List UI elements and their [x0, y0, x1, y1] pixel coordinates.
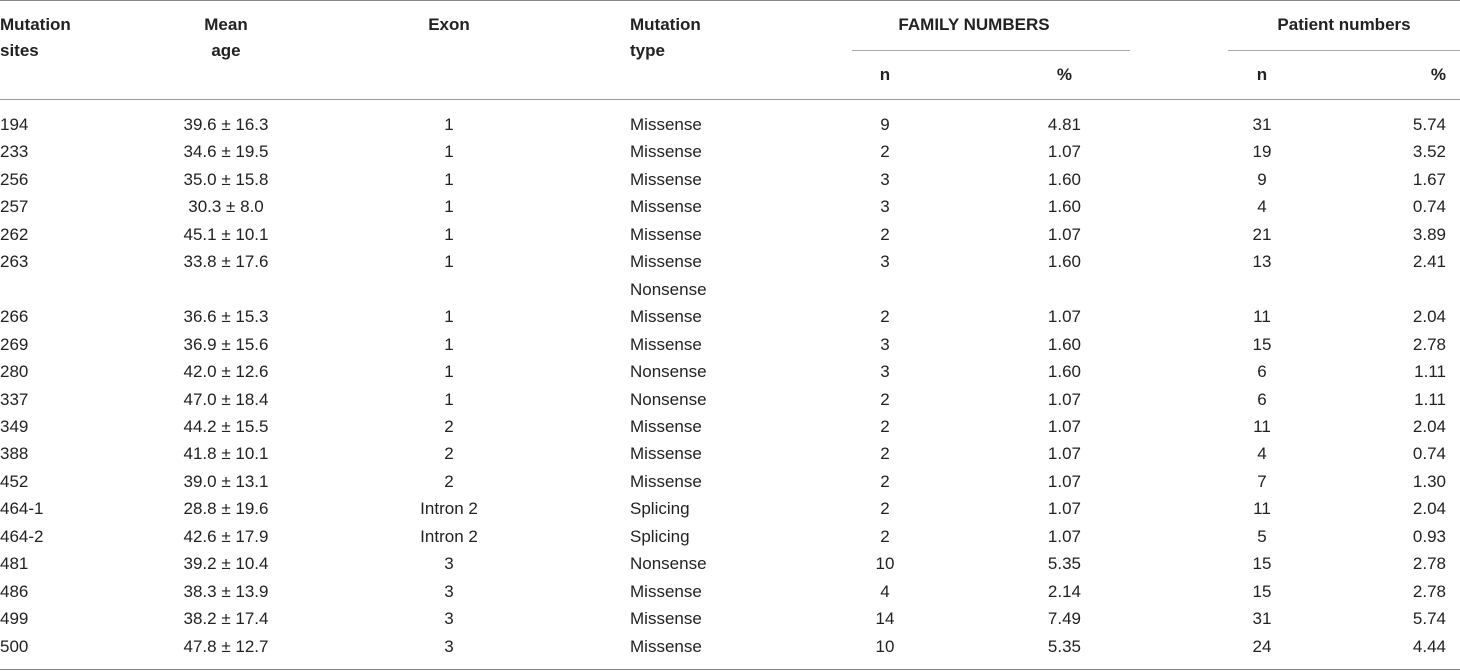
cell-mean-age: 44.2 ± 15.5	[183, 416, 269, 436]
cell-family-pct: 1.60	[1047, 197, 1081, 217]
cell-mutation-site: 388	[0, 444, 29, 464]
header-mutation-sites: Mutation sites	[0, 15, 71, 60]
cell-patient-n: 11	[1253, 416, 1271, 436]
cell-mutation-site: 269	[0, 334, 29, 354]
cell-mean-age: 42.6 ± 17.9	[183, 526, 269, 546]
cell-patient-pct: 2.78	[1412, 581, 1446, 601]
cell-mutation-site: 262	[0, 224, 29, 244]
cell-patient-n: 6	[1257, 389, 1267, 409]
cell-mutation-site: 499	[0, 609, 29, 629]
cell-family-n: 2	[880, 526, 890, 546]
cell-family-pct: 1.07	[1047, 389, 1081, 409]
cell-mean-age: 28.8 ± 19.6	[183, 499, 269, 519]
cell-patient-n: 5	[1257, 526, 1267, 546]
cell-patient-pct: 3.52	[1412, 142, 1446, 162]
cell-mutation-type: Missense	[630, 581, 702, 601]
cell-exon: 3	[444, 636, 454, 656]
cell-mutation-type: Missense	[630, 224, 702, 244]
cell-patient-pct: 5.74	[1412, 115, 1446, 134]
cell-family-pct: 1.60	[1047, 362, 1081, 382]
cell-family-pct: 1.60	[1047, 169, 1081, 189]
cell-exon: 2	[444, 416, 454, 436]
cell-family-pct: 1.07	[1047, 526, 1081, 546]
cell-mutation-site: 500	[0, 636, 29, 656]
cell-mutation-site: 464-2	[0, 526, 44, 546]
cell-mutation-site: 337	[0, 389, 29, 409]
header-family-n: n	[879, 65, 891, 84]
cell-family-n: 3	[880, 362, 890, 382]
cell-mutation-site: 194	[0, 115, 29, 134]
cell-exon: 1	[444, 362, 454, 382]
cell-mutation-type: Missense	[630, 636, 702, 656]
cell-mean-age: 33.8 ± 17.6	[183, 252, 269, 272]
cell-mutation-type: Missense	[630, 252, 702, 272]
cell-family-n: 4	[880, 581, 890, 601]
cell-family-n: 2	[880, 224, 890, 244]
cell-patient-pct: 2.78	[1412, 334, 1446, 354]
cell-family-n: 2	[880, 471, 890, 491]
cell-patient-n: 15	[1252, 581, 1272, 601]
cell-patient-pct: 0.74	[1412, 197, 1446, 217]
cell-mutation-type: Missense	[630, 471, 702, 491]
cell-mutation-type: Nonsense	[630, 362, 707, 382]
cell-patient-n: 31	[1252, 609, 1272, 629]
cell-mutation-type: Missense	[630, 416, 702, 436]
cell-mean-age: 35.0 ± 15.8	[183, 169, 269, 189]
cell-mean-age: 39.2 ± 10.4	[183, 554, 269, 574]
cell-patient-n: 4	[1257, 444, 1267, 464]
header-patient-n: n	[1256, 65, 1268, 84]
cell-mutation-site: 266	[0, 307, 29, 327]
cell-mutation-type: Nonsense	[630, 389, 707, 409]
cell-mean-age: 39.0 ± 13.1	[183, 471, 269, 491]
header-mean-age: Mean age	[204, 15, 248, 60]
cell-family-pct: 5.35	[1047, 554, 1081, 574]
cell-exon: 1	[444, 142, 454, 162]
cell-exon: 1	[444, 169, 454, 189]
cell-patient-pct: 0.93	[1412, 526, 1446, 546]
cell-exon: Intron 2	[420, 499, 478, 519]
cell-mutation-site: 349	[0, 416, 29, 436]
cell-patient-n: 21	[1252, 224, 1272, 244]
cell-family-pct: 2.14	[1047, 581, 1081, 601]
header-exon: Exon	[428, 15, 470, 34]
cell-patient-n: 7	[1257, 471, 1267, 491]
cell-patient-pct: 1.11	[1414, 389, 1446, 409]
cell-mutation-site: 486	[0, 581, 29, 601]
cell-family-pct: 1.07	[1047, 499, 1081, 519]
cell-exon: 3	[444, 609, 454, 629]
cell-exon: 2	[444, 444, 454, 464]
cell-mean-age: 30.3 ± 8.0	[188, 197, 264, 217]
cell-patient-pct: 3.89	[1412, 224, 1446, 244]
cell-exon: 3	[444, 581, 454, 601]
cell-exon: 1	[444, 115, 454, 134]
table-bottom-rule	[0, 669, 1460, 670]
cell-patient-n: 15	[1252, 554, 1272, 574]
cell-mutation-type: Missense	[630, 444, 702, 464]
cell-mean-age: 47.0 ± 18.4	[183, 389, 269, 409]
cell-family-pct: 1.60	[1047, 252, 1081, 272]
cell-mutation-type: Missense	[630, 169, 702, 189]
cell-family-pct: 7.49	[1047, 609, 1081, 629]
cell-family-pct: 1.07	[1047, 307, 1081, 327]
cell-mean-age: 42.0 ± 12.6	[183, 362, 269, 382]
cell-patient-n: 6	[1257, 362, 1267, 382]
cell-family-n: 3	[880, 252, 890, 272]
cell-family-pct: 1.07	[1047, 224, 1081, 244]
cell-patient-n: 19	[1252, 142, 1272, 162]
cell-family-n: 3	[880, 334, 890, 354]
cell-mean-age: 47.8 ± 12.7	[183, 636, 269, 656]
cell-mutation-type: Missense	[630, 197, 702, 217]
cell-exon: Intron 2	[420, 526, 478, 546]
cell-mutation-site: 452	[0, 471, 29, 491]
cell-patient-n: 13	[1252, 252, 1272, 272]
cell-mutation-type: Missense	[630, 142, 702, 162]
cell-exon: 2	[444, 471, 454, 491]
cell-family-n: 2	[880, 389, 890, 409]
cell-family-n: 10	[875, 554, 895, 574]
cell-patient-n: 11	[1253, 307, 1271, 327]
cell-mutation-type: Missense	[630, 307, 702, 327]
cell-exon: 3	[444, 554, 454, 574]
cell-mutation-type: Missense	[630, 115, 702, 134]
cell-mutation-site: 257	[0, 197, 29, 217]
patient-numbers-underline	[1228, 50, 1460, 51]
cell-mutation-site: 263	[0, 252, 29, 272]
cell-patient-pct: 2.78	[1412, 554, 1446, 574]
cell-patient-n: 4	[1257, 197, 1267, 217]
header-patient-pct: %	[1430, 65, 1446, 84]
cell-family-pct: 1.60	[1047, 334, 1081, 354]
cell-family-n: 2	[880, 142, 890, 162]
cell-patient-pct: 4.44	[1412, 636, 1446, 656]
cell-patient-pct: 1.30	[1412, 471, 1446, 491]
cell-family-pct: 4.81	[1047, 115, 1081, 134]
table-top-rule	[0, 0, 1460, 1]
cell-patient-pct: 1.67	[1412, 169, 1446, 189]
cell-mutation-type: Splicing	[630, 526, 690, 546]
cell-family-n: 14	[875, 609, 895, 629]
cell-patient-n: 24	[1252, 636, 1272, 656]
cell-family-pct: 1.07	[1047, 471, 1081, 491]
cell-mean-age: 38.2 ± 17.4	[183, 609, 269, 629]
header-mutation-type: Mutation type	[630, 15, 701, 60]
cell-family-n: 3	[880, 169, 890, 189]
cell-mean-age: 38.3 ± 13.9	[183, 581, 269, 601]
cell-mean-age: 36.9 ± 15.6	[183, 334, 269, 354]
cell-mutation-type: Missense	[630, 334, 702, 354]
cell-patient-pct: 2.04	[1412, 416, 1446, 436]
cell-mutation-type: Missense	[630, 609, 702, 629]
cell-mean-age: 41.8 ± 10.1	[183, 444, 269, 464]
cell-patient-n: 9	[1257, 169, 1267, 189]
cell-mutation-site: 481	[0, 554, 29, 574]
cell-exon: 1	[444, 334, 454, 354]
cell-family-pct: 1.07	[1047, 142, 1081, 162]
cell-exon: 1	[444, 224, 454, 244]
header-bottom-rule	[0, 99, 1460, 100]
cell-mutation-site: 233	[0, 142, 29, 162]
cell-family-n: 2	[880, 307, 890, 327]
cell-family-pct: 1.07	[1047, 416, 1081, 436]
cell-family-pct: 1.07	[1047, 444, 1081, 464]
cell-exon: 1	[444, 307, 454, 327]
cell-patient-n: 15	[1252, 334, 1272, 354]
cell-family-n: 2	[880, 416, 890, 436]
cell-patient-pct: 1.11	[1414, 362, 1446, 382]
cell-mutation-type: Nonsense	[630, 554, 707, 574]
cell-exon: 1	[444, 389, 454, 409]
cell-mean-age: 34.6 ± 19.5	[183, 142, 269, 162]
cell-family-n: 3	[880, 197, 890, 217]
cell-family-n: 2	[880, 499, 890, 519]
cell-mutation-site: 256	[0, 169, 29, 189]
cell-patient-n: 31	[1252, 115, 1272, 134]
cell-patient-pct: 2.41	[1412, 252, 1446, 272]
cell-family-pct: 5.35	[1047, 636, 1081, 656]
cell-exon: 1	[444, 197, 454, 217]
cell-mutation-type: Splicing	[630, 499, 690, 519]
cell-mutation-type: Nonsense	[630, 279, 707, 299]
cell-patient-pct: 0.74	[1412, 444, 1446, 464]
cell-mutation-site: 280	[0, 362, 29, 382]
cell-patient-pct: 5.74	[1412, 609, 1446, 629]
header-family-numbers: FAMILY NUMBERS	[898, 15, 1050, 34]
cell-patient-pct: 2.04	[1412, 499, 1446, 519]
cell-patient-pct: 2.04	[1412, 307, 1446, 327]
header-patient-numbers: Patient numbers	[1277, 15, 1411, 34]
header-family-pct: %	[1056, 65, 1072, 84]
cell-family-n: 2	[880, 444, 890, 464]
cell-exon: 1	[444, 252, 454, 272]
cell-mutation-site: 464-1	[0, 499, 44, 519]
cell-mean-age: 36.6 ± 15.3	[183, 307, 269, 327]
cell-family-n: 9	[880, 115, 890, 134]
cell-patient-n: 11	[1253, 499, 1271, 519]
family-numbers-underline	[852, 50, 1130, 51]
cell-mean-age: 39.6 ± 16.3	[183, 115, 269, 134]
cell-family-n: 10	[875, 636, 895, 656]
cell-mean-age: 45.1 ± 10.1	[183, 224, 269, 244]
